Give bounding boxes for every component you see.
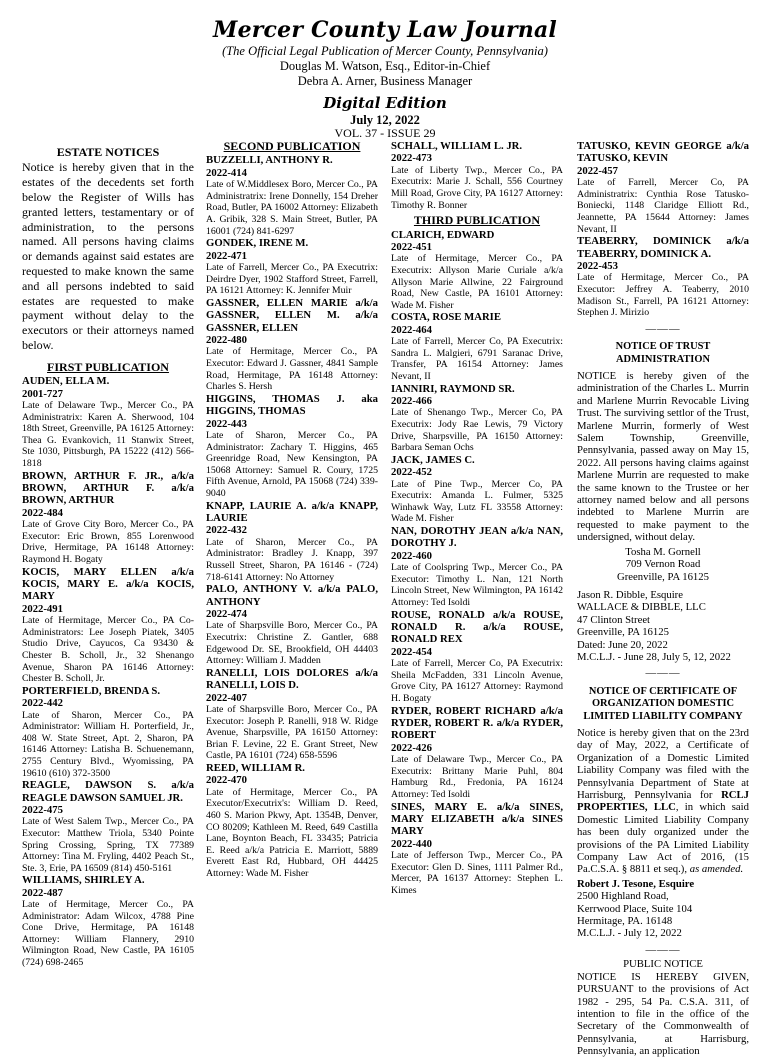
estate-details: Late of Coolspring Twp., Mercer Co., PA Executor: Timothy L. Nan, 121 North Lincoln Street, New Wilmington, PA 16142 Attorney: Ted Isoldi <box>391 562 563 608</box>
estate-entry <box>391 525 563 609</box>
cert-attorney-name: Robert J. Tesone, Esquire <box>577 877 695 890</box>
case-number: 2022-471 <box>206 249 247 262</box>
trust-notice-title: NOTICE OF TRUST ADMINISTRATION <box>615 341 711 365</box>
trust-mclj: M.C.L.J. - June 28, July 5, 12, 2022 <box>577 650 731 663</box>
case-number: 2022-491 <box>22 602 63 615</box>
decedent-name: RYDER, ROBERT RICHARD a/k/a RYDER, ROBERT R. a/k/a RYDER, ROBERT <box>391 704 563 742</box>
estate-details: Late of Hermitage, Mercer Co., PA Executor: Jeffrey A. Teaberry, 2010 Madison St., Farrell, PA 16121 Attorney: Stephen J. Mirizio <box>577 272 749 319</box>
column-3 <box>391 140 563 897</box>
edition-label: Digital Edition <box>323 94 447 112</box>
estate-details: Late of Sharon, Mercer Co., PA Administrator: Zachary T. Higgins, 465 Greenridge Road, New Kensington, PA 15068 Attorney: Samuel R. Coury, 1725 Fifth Avenue, Arnold, PA 15068 (724) 339-9040 <box>206 430 378 499</box>
estate-entry <box>577 140 749 235</box>
first-publication-list <box>22 375 194 969</box>
company-name: RCLJ PROPERTIES, LLC <box>577 789 749 814</box>
decedent-name: COSTA, ROSE MARIE <box>391 311 501 324</box>
estate-details: Late of Delaware Twp., Mercer Co., PA Executrix: Brittany Marie Puhl, 804 Hamburg Rd., Fredonia, PA 16124 Attorney: Ted Isoldi <box>391 754 563 800</box>
first-publication-header: FIRST PUBLICATION <box>47 359 169 374</box>
case-number: 2022-466 <box>391 394 432 407</box>
case-number: 2022-464 <box>391 323 432 336</box>
trustee-address-1: 709 Vernon Road <box>625 558 701 571</box>
estate-details: Late of Hermitage, Mercer Co., PA Co-Administrators: Lee Joseph Piatek, 3405 Studio Drive, Cayucos, Ca 93430 & Chester B. Scholl, Jr., 32 Shenango Avenue, Sharon PA 16146 Attorney: Chester B. Scholl, Jr. <box>22 615 194 685</box>
estate-entry <box>206 667 378 762</box>
estate-intro: Notice is hereby given that in the estates of the decedents set forth below the Register of Wills has granted letters, testamentary or of administration, to the persons named. All persons having claims or demands against said estates are requested to make known the same and all persons indebted to said estates are requested to make payment without delay to the executors or their attorneys named below. <box>22 160 194 352</box>
estate-details: Late of Farrell, Mercer Co, PA Executrix: Sandra L. Malgieri, 6791 Saranac Drive, Transfer, PA 16154 Attorney: James Nevant, II <box>391 336 563 382</box>
estate-details: Late of West Salem Twp., Mercer Co., PA Executor: Matthew Triola, 5340 Pointe Spring Crossing, Spring, TX 77389 Attorney: Tina M. Fryling, 4402 Peach St., Ste. 3, Erie, PA 16509 (814) 450-5161 <box>22 816 194 874</box>
decedent-name: KNAPP, LAURIE A. a/k/a KNAPP, LAURIE <box>206 499 378 524</box>
trust-divider: ——— <box>645 322 681 335</box>
estate-details: Late of Sharon, Mercer Co., PA Administrator: Bradley J. Knapp, 397 Russell Street, Sharon, PA 16146 - (724) 718-6141 Attorney: No Attorney <box>206 536 378 583</box>
estate-entry <box>391 705 563 801</box>
case-number: 2022-407 <box>206 691 247 704</box>
estate-details: Late of Grove City Boro, Mercer Co., PA Executor: Eric Brown, 855 Lorenwood Drive, Hermitage, PA 16148 Attorney: Raymond H. Bogaty <box>22 519 194 565</box>
estate-details: Late of Sharon, Mercer Co., PA Administrator: William H. Porterfield, Jr., 408 W. State Street, Apt. 2, Sharon, PA 16146 Attorney: Latisha B. Schuenemann, 2755 Century Blvd., Wyomissing, PA 19610 (610) 372-3500 <box>22 709 194 779</box>
estate-entry <box>206 297 378 393</box>
case-number: 2022-474 <box>206 607 247 620</box>
decedent-name: PORTERFIELD, BRENDA S. <box>22 684 160 697</box>
estate-details: Late of Hermitage, Mercer Co., PA Administrator: Adam Wilcox, 4788 Pine Cone Drive, Hermitage, PA 16148 Attorney: William Flannery, 2910 Wilmington Road, New Castle, PA 16105 (724) 698-2465 <box>22 899 194 969</box>
case-number: 2022-414 <box>206 166 247 179</box>
public-notice-body: NOTICE IS HEREBY GIVEN, PURSUANT to the provisions of Act 1982 - 295, 54 Pa. C.S.A. 311, of intention to file in the office of the Secretary of the Commonwealth of Pennsylvania, at Harrisburg, Pennsylvania, an application <box>577 970 749 1058</box>
estate-entry <box>22 779 194 874</box>
case-number: 2022-432 <box>206 524 247 537</box>
decedent-name: AUDEN, ELLA M. <box>22 375 110 388</box>
third-publication-header: THIRD PUBLICATION <box>413 213 541 228</box>
decedent-name: GASSNER, ELLEN MARIE a/k/a GASSNER, ELLEN M. a/k/a GASSNER, ELLEN <box>206 296 378 334</box>
estate-details: Late of Farrell, Mercer Co., PA Executrix: Deirdre Dyer, 1902 Stafford Street, Farrell, PA 16121 Attorney: K. Jennifer Muir <box>206 262 378 297</box>
third-publication-list <box>391 229 563 897</box>
estate-entry <box>22 375 194 469</box>
estate-entry <box>22 566 194 685</box>
column-1 <box>22 146 194 969</box>
case-number: 2022-475 <box>22 803 63 816</box>
estate-notices-header: ESTATE NOTICES <box>56 145 160 159</box>
decedent-name: REAGLE, DAWSON S. a/k/a REAGLE DAWSON SAMUEL JR. <box>22 779 194 804</box>
decedent-name: GONDEK, IRENE M. <box>206 237 309 250</box>
estate-details: Late of Hermitage, Mercer Co., PA Executor/Executrix's: William D. Reed, 460 S. Marion Pkwy, Apt. 1354B, Denver, CO 80209; Kathleen M. Reed, 649 Castilla Lane, Boynton Beach, FL 33435; Patricia E. Reed a/k/a Patricia E. Marriott, 5889 Everett East Rd, Hubbard, OH 44425 Attorney: Wade M. Fisher <box>206 786 378 879</box>
estate-details: Late of Liberty Twp., Mercer Co., PA Executrix: Marie J. Schall, 556 Courtney Mill Road, Grove City, PA 16127 Attorney: Timothy R. Bonner <box>391 164 563 211</box>
case-number: 2022-470 <box>206 774 247 787</box>
trust-attorney-firm: WALLACE & DIBBLE, LLC <box>577 601 706 614</box>
cert-notice-title: NOTICE OF CERTIFICATE OF ORGANIZATION DOMESTIC LIMITED LIABILITY COMPANY <box>583 685 743 722</box>
case-number: 2022-460 <box>391 549 432 562</box>
decedent-name: PALO, ANTHONY V. a/k/a PALO, ANTHONY <box>206 583 378 608</box>
decedent-name: CLARICH, EDWARD <box>391 228 495 241</box>
case-number: 2022-451 <box>391 241 432 253</box>
estate-entry <box>206 583 378 667</box>
cert-divider: ——— <box>645 667 681 680</box>
estate-details: Late of Pine Twp., Mercer Co, PA Executrix: Amanda L. Fulmer, 5325 Winhawk Way, Lutz FL 33558 Attorney: Wade M. Fisher <box>391 478 563 525</box>
decedent-name: JACK, JAMES C. <box>391 453 475 466</box>
estate-entry <box>206 237 378 297</box>
case-number: 2022-453 <box>577 260 618 272</box>
decedent-name: TEABERRY, DOMINICK a/k/a TEABERRY, DOMINICK A. <box>577 235 749 260</box>
case-number: 2022-480 <box>206 334 247 346</box>
estate-entry <box>22 874 194 968</box>
estate-entry <box>22 685 194 779</box>
journal-title: Mercer County Law Journal <box>213 17 557 43</box>
cert-mclj: M.C.L.J. - July 12, 2022 <box>577 927 682 940</box>
estate-details: Late of Delaware Twp., Mercer Co., PA Administratrix: Karen A. Sherwood, 104 18th Street, Greenville, PA 16125 Attorney: Thea G. Evankovich, 11 Stanwix Street, Ste 1030, Pittsburgh, PA 15222 (412) 566-1818 <box>22 399 194 469</box>
column-2 <box>206 140 378 880</box>
case-number: 2022-443 <box>206 417 247 430</box>
cert-body-text: Notice is hereby given that on the 23rd day of May, 2022, a Certificate of Organization of a Domestic Limited Liability Company was filed with the Pennsylvania Department of State at Harrisburg, Pennsylvania for <box>577 726 749 801</box>
estate-details: Late of Sharpsville Boro, Mercer Co., PA Executrix: Christine Z. Gantler, 688 Edgewood Dr. SE, Brookfield, OH 44403 Attorney: William J. Madden <box>206 620 378 667</box>
decedent-name: ROUSE, RONALD a/k/a ROUSE, RONALD R. a/k/a ROUSE, RONALD REX <box>391 608 563 646</box>
decedent-name: NAN, DOROTHY JEAN a/k/a NAN, DOROTHY J. <box>391 524 563 550</box>
cert-body-amended: as amended. <box>689 863 744 876</box>
second-publication-list <box>206 154 378 879</box>
manager-line: Debra A. Arner, Business Manager <box>297 74 473 88</box>
issue-volume: VOL. 37 - ISSUE 29 <box>334 126 436 140</box>
decedent-name: BUZZELLI, ANTHONY R. <box>206 154 333 167</box>
decedent-name: TATUSKO, KEVIN GEORGE a/k/a TATUSKO, KEVIN <box>577 140 749 165</box>
case-number: 2022-440 <box>391 837 432 850</box>
public-notice-title: PUBLIC NOTICE <box>623 958 703 971</box>
estate-entry <box>206 154 378 237</box>
estate-entry <box>391 383 563 454</box>
estate-entry <box>22 470 194 566</box>
estate-entry <box>577 235 749 319</box>
case-number: 2001-727 <box>22 387 63 400</box>
issue-date: July 12, 2022 <box>350 113 420 127</box>
case-number: 2022-473 <box>391 152 432 165</box>
trust-attorney-address-2: Greenville, PA 16125 <box>577 626 669 639</box>
estate-details: Late of Hermitage, Mercer Co., PA Executor: Edward J. Gassner, 4841 Sample Road, Hermitage, PA 16148 Attorney: Charles S. Hersh <box>206 346 378 393</box>
public-divider: ——— <box>645 943 681 956</box>
decedent-name: HIGGINS, THOMAS J. aka HIGGINS, THOMAS <box>206 392 378 418</box>
decedent-name: RANELLI, LOIS DOLORES a/k/a RANELLI, LOIS D. <box>206 666 378 692</box>
case-number: 2022-454 <box>391 645 432 658</box>
estate-entry <box>391 140 563 211</box>
case-number: 2022-487 <box>22 886 63 899</box>
estate-details: Late of Farrell, Mercer Co, PA Executrix: Sheila McFadden, 331 Lincoln Avenue, Grove City, PA 16127 Attorney: Raymond H. Bogaty <box>391 658 563 704</box>
decedent-name: IANNIRI, RAYMOND SR. <box>391 382 515 395</box>
cert-attorney-address-1: 2500 Highland Road, <box>577 890 669 903</box>
trustee-address-2: Greenville, PA 16125 <box>617 570 709 583</box>
trust-dated: Dated: June 20, 2022 <box>577 638 668 651</box>
estate-entry <box>206 500 378 584</box>
case-number: 2022-452 <box>391 466 432 479</box>
estate-details: Late of Sharpsville Boro, Mercer Co., PA Executor: Joseph P. Ranelli, 918 W. Ridge Avenue, Sharpsville, PA 16150 Attorney: Brian F. Levine, 22 E. Grant Street, New Castle, PA 16101 (724) 658-5596 <box>206 703 378 762</box>
decedent-name: BROWN, ARTHUR F. JR., a/k/a BROWN, ARTHUR F. a/k/a BROWN, ARTHUR <box>22 469 194 507</box>
estate-entry <box>391 454 563 525</box>
estate-entry <box>391 311 563 382</box>
decedent-name: KOCIS, MARY ELLEN a/k/a KOCIS, MARY E. a/k/a KOCIS, MARY <box>22 565 194 603</box>
cert-notice-body <box>577 727 749 876</box>
estate-entry <box>206 762 378 880</box>
second-publication-list-continued <box>391 140 563 211</box>
estate-entry <box>391 229 563 312</box>
case-number: 2022-426 <box>391 741 432 754</box>
decedent-name: WILLIAMS, SHIRLEY A. <box>22 874 145 887</box>
decedent-name: SCHALL, WILLIAM L. JR. <box>391 140 523 152</box>
trust-attorney-name: Jason R. Dibble, Esquire <box>577 588 683 601</box>
case-number: 2022-457 <box>577 164 618 177</box>
editor-line: Douglas M. Watson, Esq., Editor-in-Chief <box>279 59 491 73</box>
second-publication-header: SECOND PUBLICATION <box>223 139 361 153</box>
estate-details: Late of Hermitage, Mercer Co., PA Executrix: Allyson Marie Curiale a/k/a Allyson Marie Allwine, 22 Fairground Road, New Castle, PA 16101 Attorney: Wade M. Fisher <box>391 253 563 311</box>
estate-entry <box>206 393 378 500</box>
estate-details: Late of W.Middlesex Boro, Mercer Co., PA Administratrix: Irene Donnelly, 154 Dreher Road, Butler, PA 16002 Attorney: Elizabeth A. Gribik, 328 S. Main Street, Butler, PA 16001 (724) 841-6297 <box>206 179 378 237</box>
cert-body-text-2: , in which said Domestic Limited Liability Company has been duly organized under the provisions of the PA Limited Liability Company Law Act of 2016, (15 Pa.C.S.A. § 8811 et seq.), <box>577 801 749 876</box>
trust-attorney-address-1: 47 Clinton Street <box>577 613 651 626</box>
cert-attorney-address-3: Hermitage, PA. 16148 <box>577 915 673 928</box>
estate-details: Late of Farrell, Mercer Co, PA Administratrix: Cynthia Rose Tatusko-Boniecki, 1148 Claridge Elliott Rd., Jeannette, PA 15644 Attorney: James Nevant, II <box>577 177 749 235</box>
estate-details: Late of Jefferson Twp., Mercer Co., PA Executor: Glen D. Sines, 1111 Palmer Rd., Mercer, PA 16137 Attorney: Stephen L. Kimes <box>391 850 563 896</box>
trustee-name: Tosha M. Gornell <box>625 545 701 558</box>
case-number: 2022-484 <box>22 506 63 519</box>
journal-subtitle: (The Official Legal Publication of Mercer County, Pennsylvania) <box>222 44 548 58</box>
third-publication-list-continued <box>577 140 749 319</box>
case-number: 2022-442 <box>22 697 63 710</box>
cert-attorney-address-2: Kerrwood Place, Suite 104 <box>577 902 693 915</box>
estate-entry <box>391 609 563 705</box>
masthead <box>0 16 770 140</box>
estate-entry <box>391 801 563 897</box>
column-4 <box>577 140 749 1060</box>
trust-notice-body: NOTICE is hereby given of the administration of the Charles L. Murrin and Marlene Murrin Revocable Living Trust. The surviving settlor of the Trust, Marlene Murrin, formerly of West Salem Township, Greenville, Pennsylvania, passed away on May 15, 2022. All persons having claims against Marlene Murrin are requested to make the same known to the Trustee or her attorney named below and all persons indebted to Marlene Murrin are requested to make payment to the undersigned, without delay. <box>577 370 749 544</box>
decedent-name: SINES, MARY E. a/k/a SINES, MARY ELIZABETH a/k/a SINES MARY <box>391 800 563 838</box>
estate-details: Late of Shenango Twp., Mercer Co, PA Executrix: Jody Rae Lewis, 79 Victory Drive, Sharpsville, PA 16150 Attorney: Barbara Seman Ochs <box>391 407 563 454</box>
decedent-name: REED, WILLIAM R. <box>206 761 305 774</box>
